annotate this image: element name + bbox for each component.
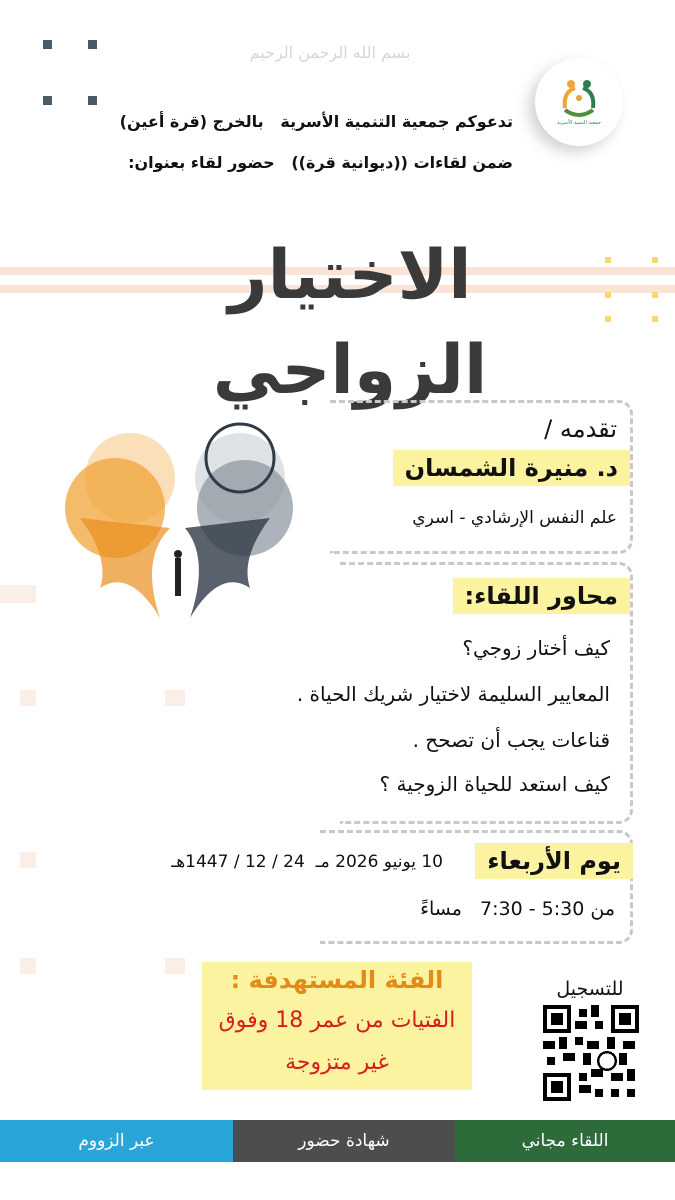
- footer-certificate: شهادة حضور: [233, 1120, 455, 1162]
- audience-heading: الفئة المستهدفة :: [230, 966, 444, 994]
- invite-line-2: ضمن لقاءات ((ديوانية قرة)) حضور لقاء بعنوان:: [128, 153, 513, 172]
- schedule-day: يوم الأربعاء: [475, 843, 633, 879]
- family-logo-icon: [535, 58, 623, 146]
- topic-item: قناعات يجب أن تصحح .: [412, 728, 610, 752]
- page-title: الاختيار الزواجي: [212, 236, 488, 411]
- schedule-date: 10 يونيو 2026 مـ 24 / 12 / 1447هـ: [171, 852, 443, 872]
- footer-zoom: عبر الزووم: [0, 1120, 233, 1162]
- audience-line-2: غير متزوجة: [285, 1050, 389, 1075]
- topic-item: كيف استعد للحياة الزوجية ؟: [379, 772, 610, 796]
- topics-heading: محاور اللقاء:: [453, 578, 630, 614]
- couple-abstract-icon: [40, 408, 320, 648]
- footer-free: اللقاء مجاني: [455, 1120, 675, 1162]
- presenter-field: علم النفس الإرشادي - اسري: [412, 508, 617, 528]
- presenter-intro: تقدمه /: [544, 415, 617, 443]
- logo: [535, 58, 623, 146]
- audience-line-1: الفتيات من عمر 18 وفوق: [218, 1008, 456, 1033]
- presenter-name: د. منيرة الشمسان: [393, 450, 630, 486]
- registration-label: للتسجيل: [556, 978, 624, 1000]
- basmala: بسم الله الرحمن الرحيم: [249, 42, 411, 62]
- schedule-time: من 5:30 - 7:30 مساءً: [420, 898, 615, 920]
- registration-qr-code[interactable]: [543, 1005, 639, 1101]
- qr-code-icon[interactable]: [543, 1005, 639, 1101]
- footer-bar: [0, 1120, 675, 1162]
- topic-item: كيف أختار زوجي؟: [462, 636, 610, 660]
- logo-text: جمعية التنمية الأسرية: [556, 120, 602, 126]
- couple-illustration: [40, 408, 320, 648]
- topic-item: المعايير السليمة لاختيار شريك الحياة .: [296, 682, 610, 706]
- invite-line-1: تدعوكم جمعية التنمية الأسرية بالخرج (قرة أعين): [119, 112, 513, 131]
